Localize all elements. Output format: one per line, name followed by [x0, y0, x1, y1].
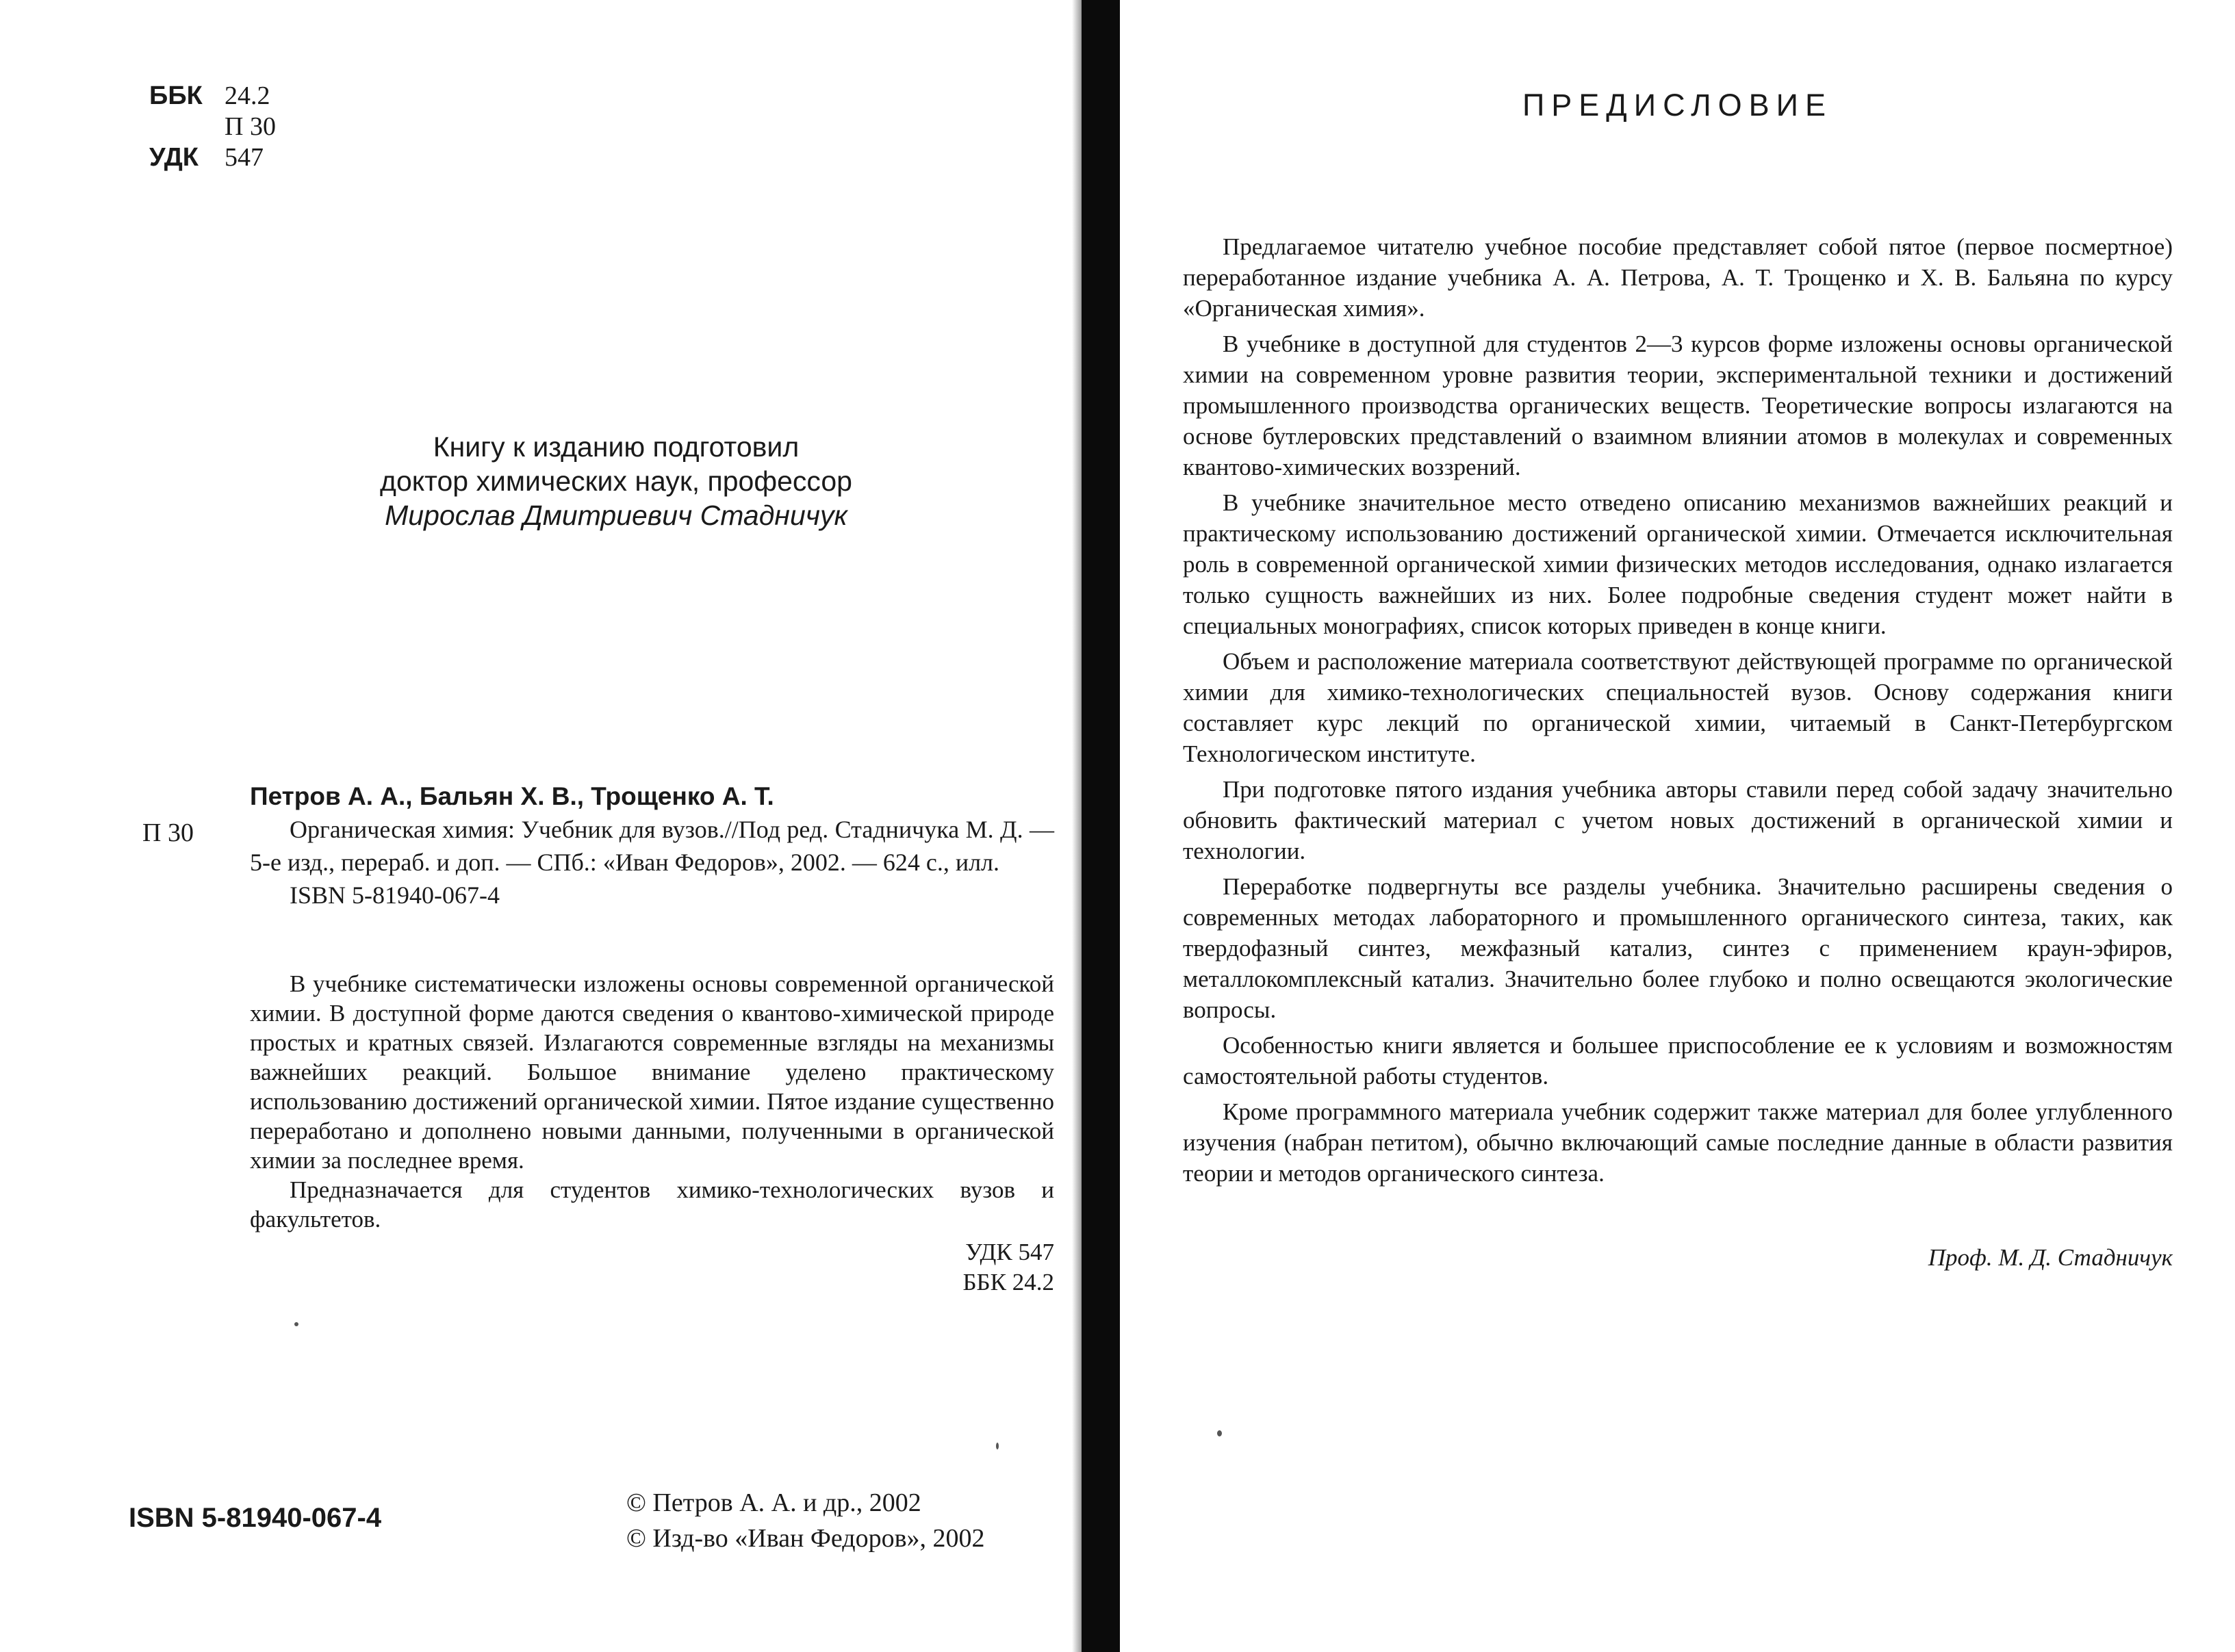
gutter-shadow	[1072, 0, 1082, 1652]
classification-codes	[821, 1237, 1054, 1298]
preface-paragraph: Предлагаемое читателю учебное пособие представляет собой пятое (первое посмертное) переработанное издание учебника А. А. Петрова, А. Т. Трощенко и Х. В. Бальяна по курсу «Органическая химия».	[1183, 233, 2173, 322]
abstract	[250, 969, 1054, 1234]
bbk-label: ББК	[149, 81, 203, 110]
page-title: ПРЕДИСЛОВИЕ	[1522, 88, 1833, 122]
preface-body	[1183, 231, 2173, 1193]
prepared-by-line2: доктор химических наук, профессор	[380, 465, 852, 497]
editor-name: Мирослав Дмитриевич Стадничук	[385, 500, 847, 531]
isbn-bottom: ISBN 5-81940-067-4	[129, 1503, 382, 1533]
left-page	[0, 0, 1082, 1652]
scan-speck	[294, 1322, 298, 1326]
preface-paragraph: В учебнике значительное место отведено описанию механизмов важнейших реакций и практическому использованию достижений органической химии. Отмечается исключительная роль в современной органической химии физических методов исследования, однако излагается только сущность важнейших из них. Более подробные сведения студент может найти в специальных монографиях, список которых приведен в конце книги.	[1183, 489, 2173, 639]
catalog-entry	[250, 780, 1054, 912]
right-page	[1120, 0, 2235, 1652]
udk-label: УДК	[149, 143, 199, 172]
preface-paragraph: Особенностью книги является и большее приспособление ее к условиям и возможностям самостоятельной работы студентов.	[1183, 1032, 2173, 1089]
copyright-block	[626, 1485, 985, 1556]
catalog-isbn: ISBN 5-81940-067-4	[290, 881, 500, 909]
classification-block	[149, 81, 276, 173]
preface-paragraph: Переработке подвергнуты все разделы учебника. Значительно расширены сведения о современных методах лабораторного и промышленного органического синтеза, таких, как твердофазный синтез, межфазный катализ, синтез с применением краун-эфиров, металлокомплексный катализ. Значительно более глубоко и полно освещаются экологические вопросы.	[1183, 873, 2173, 1023]
book-gutter	[1082, 0, 1120, 1652]
preface-paragraph: Кроме программного материала учебник содержит также материал для более углубленного изучения (набран петитом), обычно включающий самые последние данные в области развития теории и методов органического синтеза.	[1183, 1098, 2173, 1187]
udk-code: УДК 547	[965, 1239, 1054, 1265]
prepared-by-block	[342, 430, 890, 532]
preface-paragraph: При подготовке пятого издания учебника авторы ставили перед собой задачу значительно обновить фактический материал с учетом новых достижений в органической химии и технологии.	[1183, 776, 2173, 864]
catalog-index: П 30	[142, 818, 194, 847]
copyright-line: © Петров А. А. и др., 2002	[626, 1488, 921, 1517]
abstract-paragraph: Предназначается для студентов химико-технологических вузов и факультетов.	[250, 1176, 1054, 1232]
preface-paragraph: Объем и расположение материала соответствуют действующей программе по органической химии для химико-технологических специальностей вузов. Основу содержания книги составляет курс лекций по органической химии, читаемый в Санкт-Петербургском Технологическом институте.	[1183, 648, 2173, 767]
show-through-decoration	[370, 349, 392, 421]
bbk-code: ББК 24.2	[962, 1269, 1054, 1295]
catalog-authors: Петров А. А., Бальян Х. В., Трощенко А. Т.	[250, 782, 774, 810]
preface-signature: Проф. М. Д. Стадничук	[1928, 1244, 2173, 1271]
abstract-paragraph: В учебнике систематически изложены основы современной органической химии. В доступной форме даются сведения о квантово-химической природе простых и кратных связей. Излагаются современные взгляды на механизмы важнейших реакций. Большое внимание уделено практическому использованию достижений органической химии. Пятое издание существенно переработано и дополнено новыми данными, полученными в органической химии за последнее время.	[250, 970, 1054, 1174]
bbk-value: 24.2	[225, 81, 270, 110]
scan-speck	[1217, 1430, 1222, 1436]
copyright-line: © Изд-во «Иван Федоров», 2002	[626, 1524, 985, 1553]
udk-value: 547	[225, 143, 264, 172]
scan-speck	[996, 1443, 999, 1449]
catalog-description: Органическая химия: Учебник для вузов.//Под ред. Стадничука М. Д. — 5-е изд., перераб. и доп. — СПб.: «Иван Федоров», 2002. — 624 с., илл.	[250, 816, 1054, 876]
prepared-by-line1: Книгу к изданию подготовил	[433, 431, 800, 463]
preface-paragraph: В учебнике в доступной для студентов 2—3 курсов форме изложены основы органической химии на современном уровне развития теории, экспериментальной техники и достижений промышленного производства органических веществ. Теоретические вопросы излагаются на основе бутлеровских представлений о взаимном влиянии атомов в молекулах и современных квантово-химических воззрений.	[1183, 331, 2173, 480]
p-value: П 30	[225, 112, 276, 141]
